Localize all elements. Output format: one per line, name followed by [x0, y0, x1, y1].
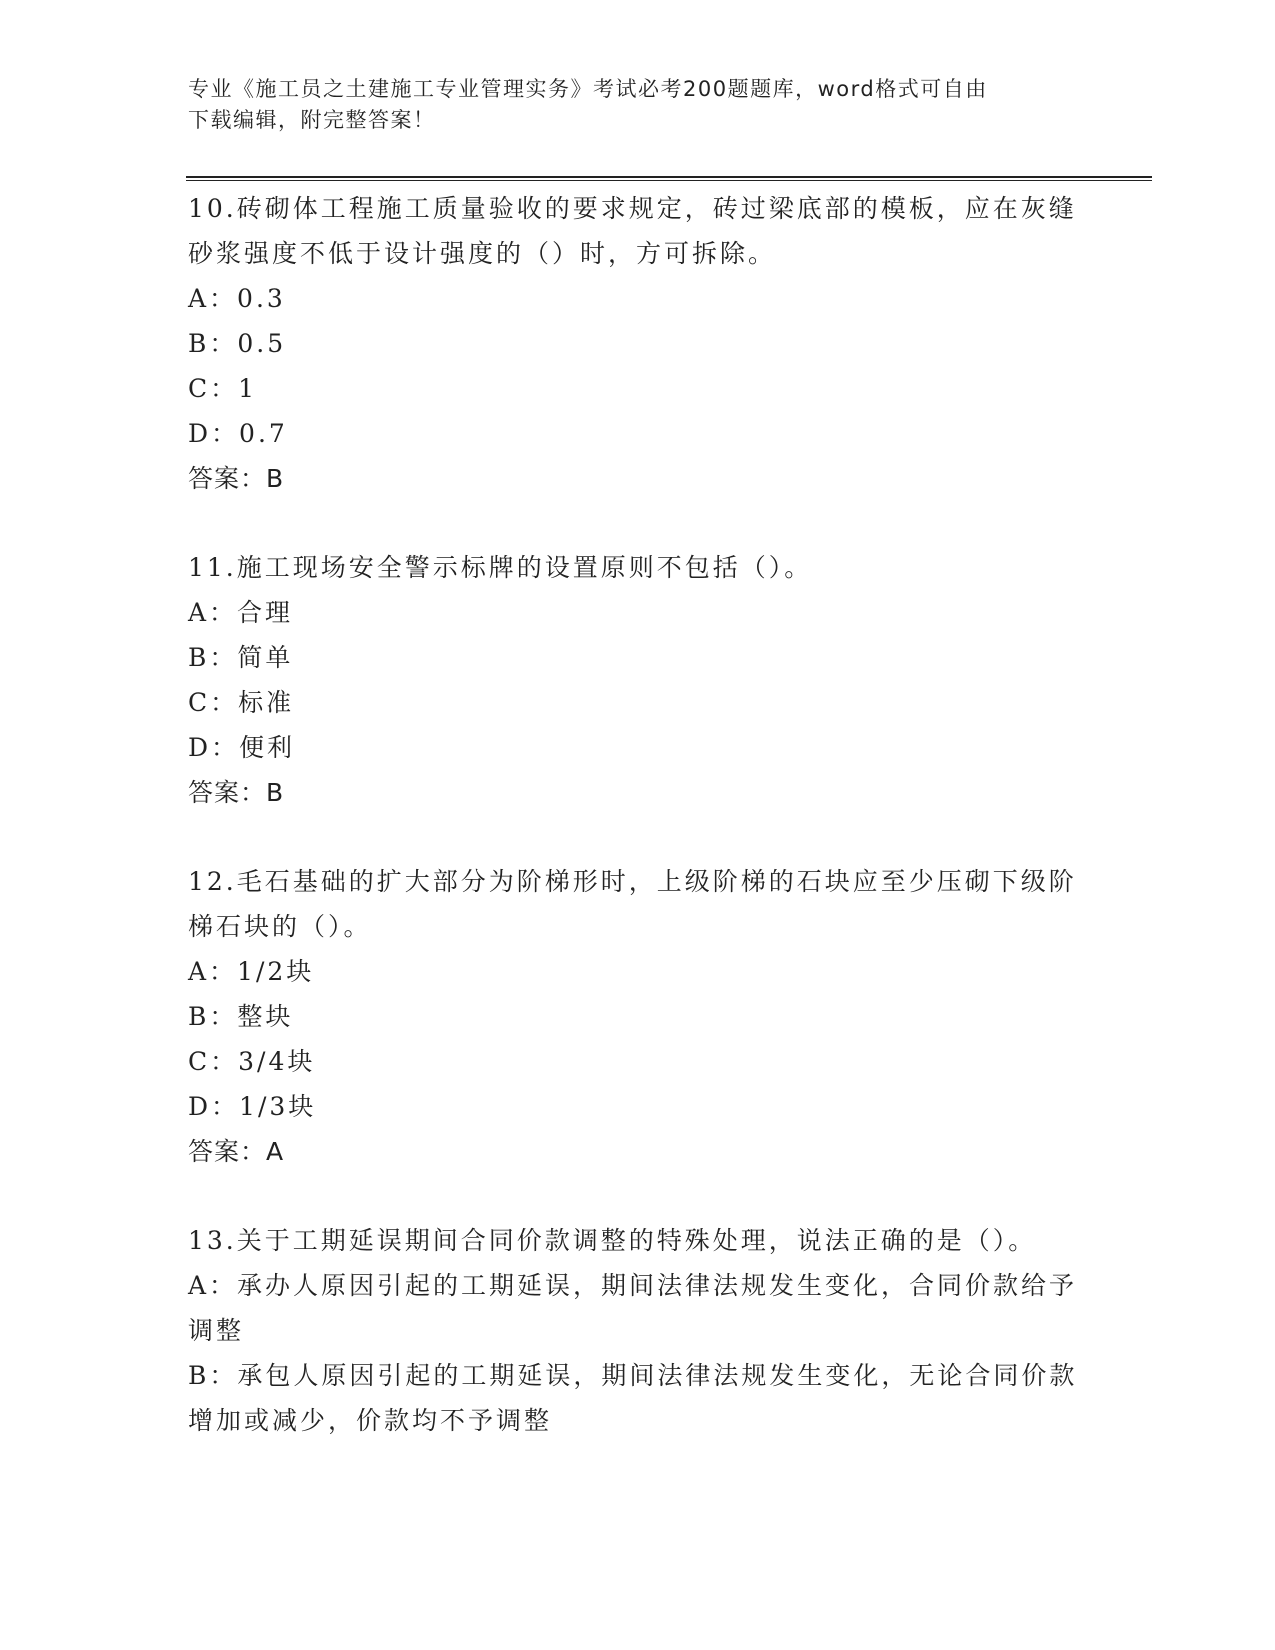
option-a: A：0.3	[188, 284, 286, 313]
option-d: D：便利	[188, 733, 296, 762]
option-b: B：承包人原因引起的工期延误，期间法律法规发生变化，无论合同价款增加或减少，价款均不予调整	[188, 1361, 1078, 1435]
question-item	[188, 1218, 1088, 1443]
header-line-1: 专业《施工员之土建施工专业管理实务》考试必考200题题库，word格式可自由	[188, 77, 988, 101]
option-b: B：简单	[188, 643, 294, 672]
document-header	[188, 74, 1088, 136]
header-divider	[186, 176, 1152, 181]
option-a: A：1/2块	[188, 957, 315, 986]
header-line-2: 下载编辑，附完整答案！	[188, 108, 436, 132]
question-stem: 12.毛石基础的扩大部分为阶梯形时，上级阶梯的石块应至少压砌下级阶梯石块的（）。	[188, 867, 1077, 941]
question-item	[188, 859, 1088, 1174]
answer-line: 答案：B	[188, 778, 285, 807]
option-d: D：1/3块	[188, 1092, 317, 1121]
option-b: B：整块	[188, 1002, 294, 1031]
question-item	[188, 545, 1088, 815]
option-c: C：1	[188, 374, 258, 403]
answer-line: 答案：A	[188, 1137, 285, 1166]
option-a: A：承办人原因引起的工期延误，期间法律法规发生变化，合同价款给予调整	[188, 1271, 1078, 1345]
option-d: D：0.7	[188, 419, 288, 448]
question-stem: 11.施工现场安全警示标牌的设置原则不包括（）。	[188, 553, 813, 582]
question-list	[188, 186, 1088, 1487]
option-c: C：3/4块	[188, 1047, 316, 1076]
question-stem: 13.关于工期延误期间合同价款调整的特殊处理，说法正确的是（）。	[188, 1226, 1037, 1255]
option-b: B：0.5	[188, 329, 287, 358]
question-item	[188, 186, 1088, 501]
question-stem: 10.砖砌体工程施工质量验收的要求规定，砖过梁底部的模板，应在灰缝砂浆强度不低于设计强度的（）时，方可拆除。	[188, 194, 1077, 268]
option-c: C：标准	[188, 688, 295, 717]
option-a: A：合理	[188, 598, 294, 627]
answer-line: 答案：B	[188, 464, 285, 493]
